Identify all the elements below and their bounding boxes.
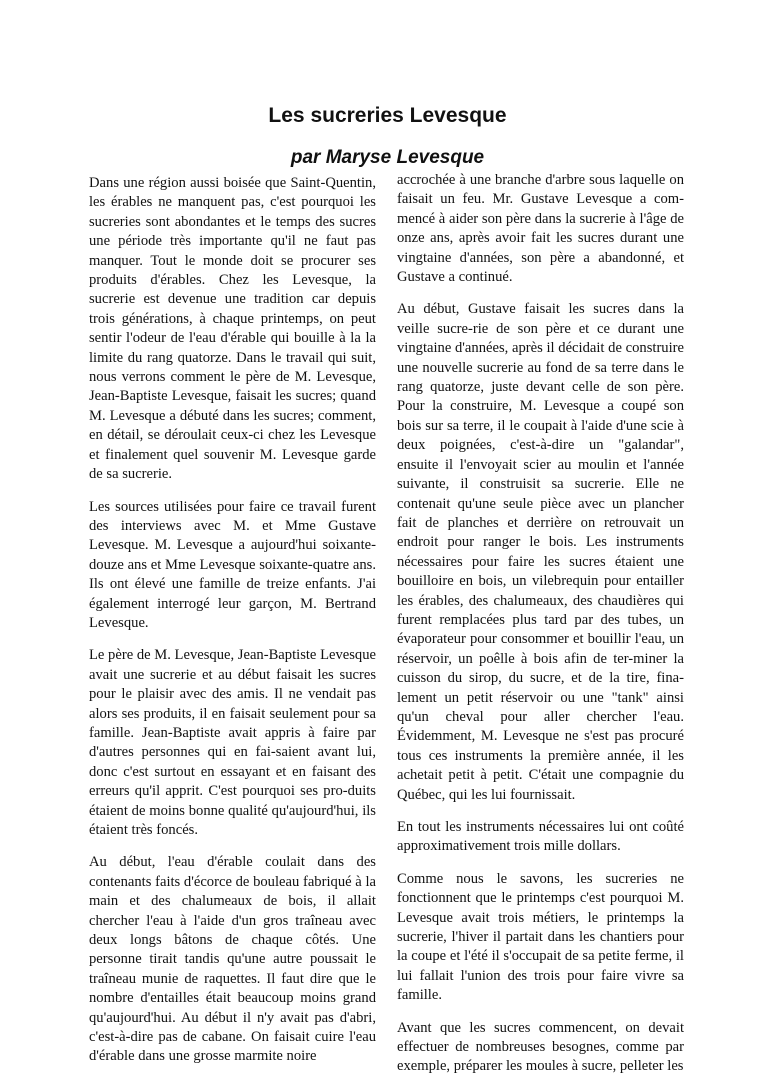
paragraph: Dans une région aussi boisée que Saint-Quentin, les érables ne manquent pas, c'est pourquoi les sucreries sont abondantes et le temps des sucres une période très importante qu'il ne faut pas manquer. Tout le monde doit se procurer ses produits d'érables. Chez les Levesque, la sucrerie est devenue une tradition car depuis trois générations, à chaque printemps, on peut sentir l'odeur de l'eau d'érable qui bouille à la la limite du rang quatorze. Dans le travail qui suit, nous verrons comment le père de M. Levesque, Jean-Baptiste Levesque, faisait les sucres; quand M. Levesque a débuté dans les sucres; comment, en détail, se déroulait ceux-ci chez les Levesque et finalement quel souvenir M. Levesque garde de sa sucrerie. — [89, 175, 376, 483]
paragraph: Les sources utilisées pour faire ce travail furent des interviews avec M. et Mme Gustave Levesque. M. Levesque a aujourd'hui soixante-douze ans et Mme Levesque soixante-quatre ans. Ils ont élevé une famille de treize enfants. J'ai également interrogé leur garçon, M. Bertrand Levesque. — [89, 498, 376, 631]
paragraph: Le père de M. Levesque, Jean-Baptiste Levesque avait une sucrerie et au début faisait les sucres pour le plaisir avec des amis. Il ne vendait pas alors ses produits, il en faisait seulement pour sa famille. Jean-Baptiste avait appris à faire par d'autres personnes qui en fai-saient avant lui, donc c'est surtout en essayant et en faisant des erreurs qu'il apprit. C'est pourquoi ses pro-duits étaient de moins bonne qualité qu'aujourd'hui, ils étaient très foncés. — [89, 647, 376, 838]
right-column — [397, 171, 684, 1090]
paragraph: Au début, Gustave faisait les sucres dans la veille sucre-rie de son père et ce durant une vingtaine d'années, après il décidait de construire une nouvelle sucrerie au fond de sa terre dans le rang quatorze, juste devant celle de son père. Pour la construire, M. Levesque a coupé son bois sur sa terre, il le coupait à l'aide d'une scie à deux poignées, c'est-à-dire un "galandar", ensuite il l'envoyait scier au moulin et l'année suivante, il construisit sa sucrerie. Elle ne contenait qu'une seule pièce avec un plancher fait de planches et derrière on retrouvait un endroit pour ranger le bois. Les instruments nécessaires pour faire les sucres étaient une bouilloire en bois, un vilebrequin pour entailler les érables, des chalumeaux, des chaudières qui furent remplacées plus tard par des tubes, un évaporateur pour consommer et bouillir l'eau, un réservoir, un poêlle à bois afin de ter-miner la cuisson du sirop, du sucre, et de la tire, fina-lement un petit réservoir ou une "tank" ainsi qu'un cheval pour aller chercher l'eau. Évidemment, M. Levesque ne s'est pas procuré tous ces instruments la première année, il les achetait petit à petit. C'était une compagnie du Québec, qui les lui fournissait. — [397, 301, 684, 803]
paragraph: Comme nous le savons, les sucreries ne fonctionnent que le printemps c'est pourquoi M. Levesque avait trois métiers, le printemps la sucrerie, l'hiver il partait dans les chantiers pour la coupe et l'été il s'occupait de sa petite ferme, il lui fallait l'union des trois pour faire vivre sa famille. — [397, 870, 684, 1004]
paragraph: Avant que les sucres commencent, on devait effectuer de nombreuses besognes, comme par exemple, préparer les moules à sucre, pelleter les — [397, 1019, 684, 1075]
article-byline: par Maryse Levesque — [290, 147, 485, 168]
article-title: Les sucreries Levesque — [268, 104, 507, 127]
left-column — [89, 174, 376, 1080]
paragraph: Au début, l'eau d'érable coulait dans des contenants faits d'écorce de bouleau fabriqué à la main et des chalumeaux de bois, il allait chercher l'eau à l'aide d'un gros traîneau avec deux longs bâtons de chaque côtés. Une personne tirait tandis qu'une autre poussait le traîneau munie de raquettes. Il faut dire que le nombre d'entailles était beaucoup moins grand qu'aujourd'hui. Au début il n'y avait pas d'abri, c'est-à-dire pas de cabane. On faisait cuire l'eau d'érable dans une grosse marmite noire — [89, 854, 376, 1065]
paragraph: En tout les instruments nécessaires lui ont coûté approximativement trois mille dollars. — [397, 819, 684, 855]
paragraph: accrochée à une branche d'arbre sous laquelle on faisait un feu. Mr. Gustave Levesque a com-mencé à aider son père dans la sucrerie à l'âge de onze ans, après avoir fait les sucres durant une vingtaine d'années, son père a abandonné, et Gustave a continué. — [397, 172, 684, 286]
